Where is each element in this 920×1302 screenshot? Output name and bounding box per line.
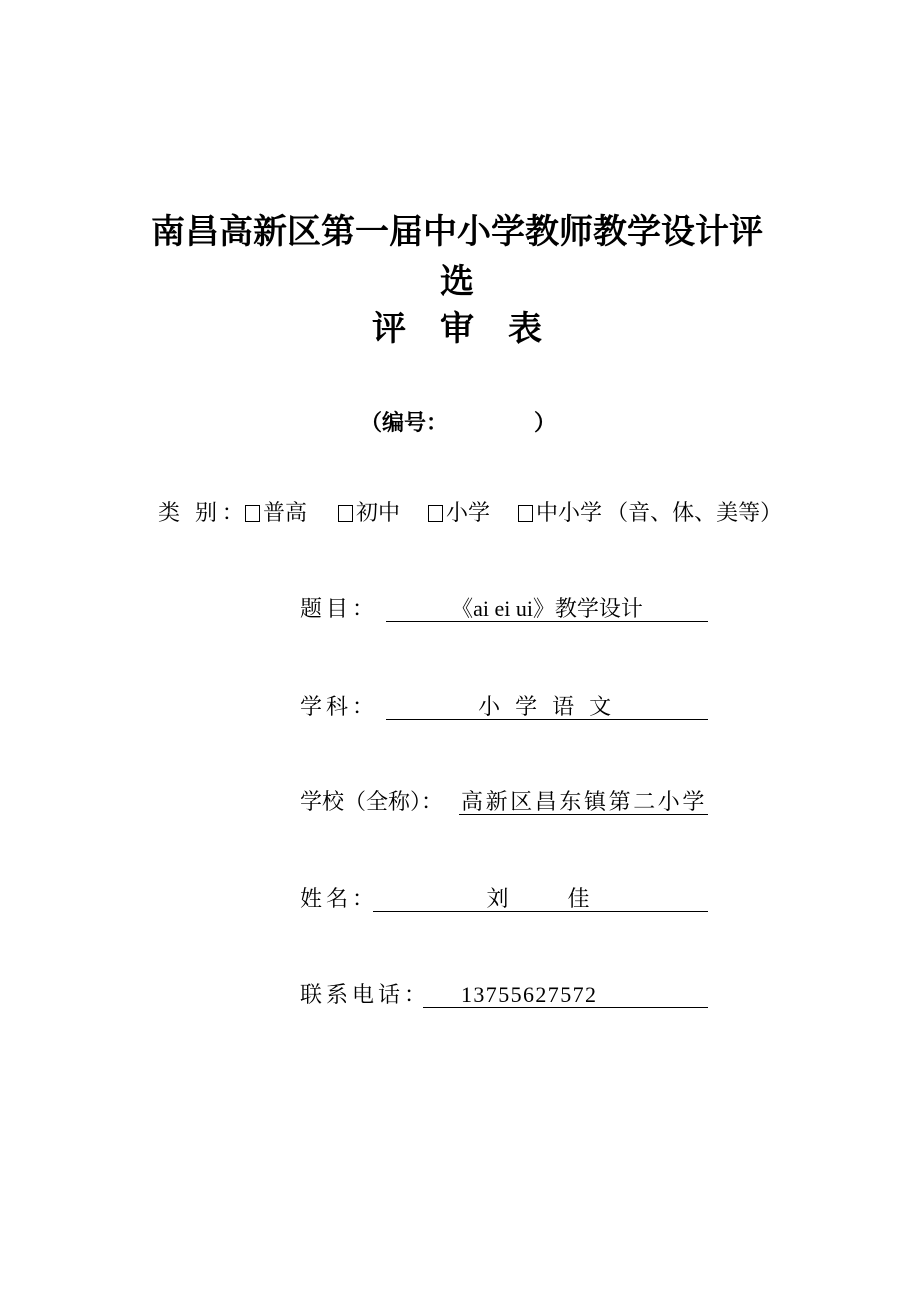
category-option-primary-secondary	[518, 499, 602, 527]
category-option-label: 小学	[446, 500, 491, 525]
category-row	[158, 499, 782, 527]
serial-number-line	[360, 409, 556, 437]
document-title-line-1: 南昌高新区第一届中小学教师教学设计评	[151, 214, 763, 251]
serial-number-blank	[448, 429, 534, 430]
category-option-junior-high	[338, 499, 400, 527]
serial-number-label: （编号：	[360, 410, 449, 435]
subject-label: 学科：	[300, 694, 379, 719]
checkbox-icon	[245, 505, 260, 522]
phone-label: 联系电话：	[300, 982, 431, 1007]
category-option-senior-high	[245, 499, 307, 527]
category-option-label: 中小学	[536, 500, 603, 525]
form-subtitle: 评 审 表	[372, 311, 542, 348]
name-value: 刘 佳	[373, 886, 708, 912]
category-label: 类 别：	[158, 500, 249, 525]
document-title-line-2: 选	[440, 264, 474, 301]
topic-value: 《ai ei ui》教学设计	[386, 596, 708, 622]
checkbox-icon	[338, 505, 353, 522]
serial-number-close: ）	[534, 410, 557, 435]
school-value: 高新区昌东镇第二小学	[461, 789, 708, 814]
school-label: 学校（全称）：	[300, 789, 444, 814]
name-label: 姓名：	[300, 886, 379, 911]
category-option-label: 初中	[356, 500, 401, 525]
category-option-primary	[428, 499, 490, 527]
checkbox-icon	[518, 505, 533, 522]
category-note: （音、体、美等）	[606, 500, 783, 525]
checkbox-icon	[428, 505, 443, 522]
category-option-label: 普高	[263, 500, 308, 525]
phone-value: 13755627572	[423, 982, 708, 1008]
topic-label: 题目：	[300, 596, 379, 621]
subject-value: 小 学 语 文	[386, 694, 708, 720]
